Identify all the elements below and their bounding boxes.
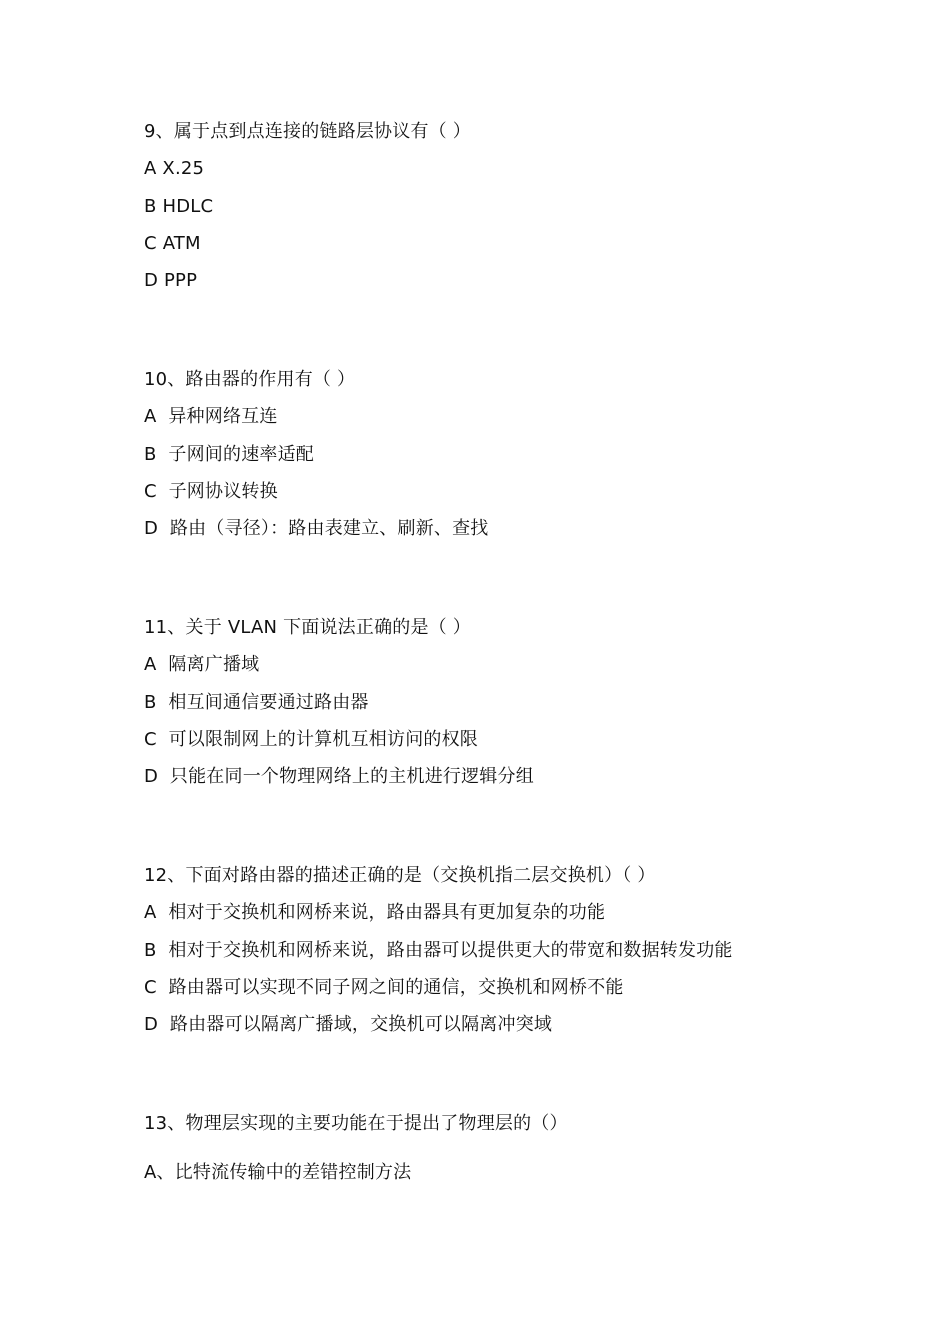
question-12-option-c: C 路由器可以实现不同子网之间的通信，交换机和网桥不能 xyxy=(144,977,624,998)
question-12-option-d: D 路由器可以隔离广播域，交换机可以隔离冲突域 xyxy=(144,1014,553,1035)
question-11-option-a: A 隔离广播域 xyxy=(144,654,260,675)
question-10-option-b: B 子网间的速率适配 xyxy=(144,444,314,465)
question-9-stem: 9、属于点到点连接的链路层协议有（ ） xyxy=(144,121,471,142)
question-11-option-b: B 相互间通信要通过路由器 xyxy=(144,692,369,713)
question-13-stem: 13、物理层实现的主要功能在于提出了物理层的（） xyxy=(144,1113,568,1134)
question-13-option-a: A、比特流传输中的差错控制方法 xyxy=(144,1162,412,1183)
question-10-option-c: C 子网协议转换 xyxy=(144,481,278,502)
question-10-stem: 10、路由器的作用有（ ） xyxy=(144,369,356,390)
question-9-option-a: A X.25 xyxy=(144,158,205,179)
question-10-option-a: A 异种网络互连 xyxy=(144,406,278,427)
question-10-option-d: D 路由（寻径）：路由表建立、刷新、查找 xyxy=(144,518,489,539)
question-9-option-d: D PPP xyxy=(144,270,198,291)
question-11-option-d: D 只能在同一个物理网络上的主机进行逻辑分组 xyxy=(144,766,534,787)
question-11-stem: 11、关于 VLAN 下面说法正确的是（ ） xyxy=(144,617,472,638)
question-12-option-b: B 相对于交换机和网桥来说，路由器可以提供更大的带宽和数据转发功能 xyxy=(144,940,733,961)
question-9-option-c: C ATM xyxy=(144,233,201,254)
question-12-stem: 12、下面对路由器的描述正确的是（交换机指二层交换机）（ ） xyxy=(144,865,656,886)
question-12-option-a: A 相对于交换机和网桥来说，路由器具有更加复杂的功能 xyxy=(144,902,606,923)
question-11-option-c: C 可以限制网上的计算机互相访问的权限 xyxy=(144,729,479,750)
question-9-option-b: B HDLC xyxy=(144,196,214,217)
